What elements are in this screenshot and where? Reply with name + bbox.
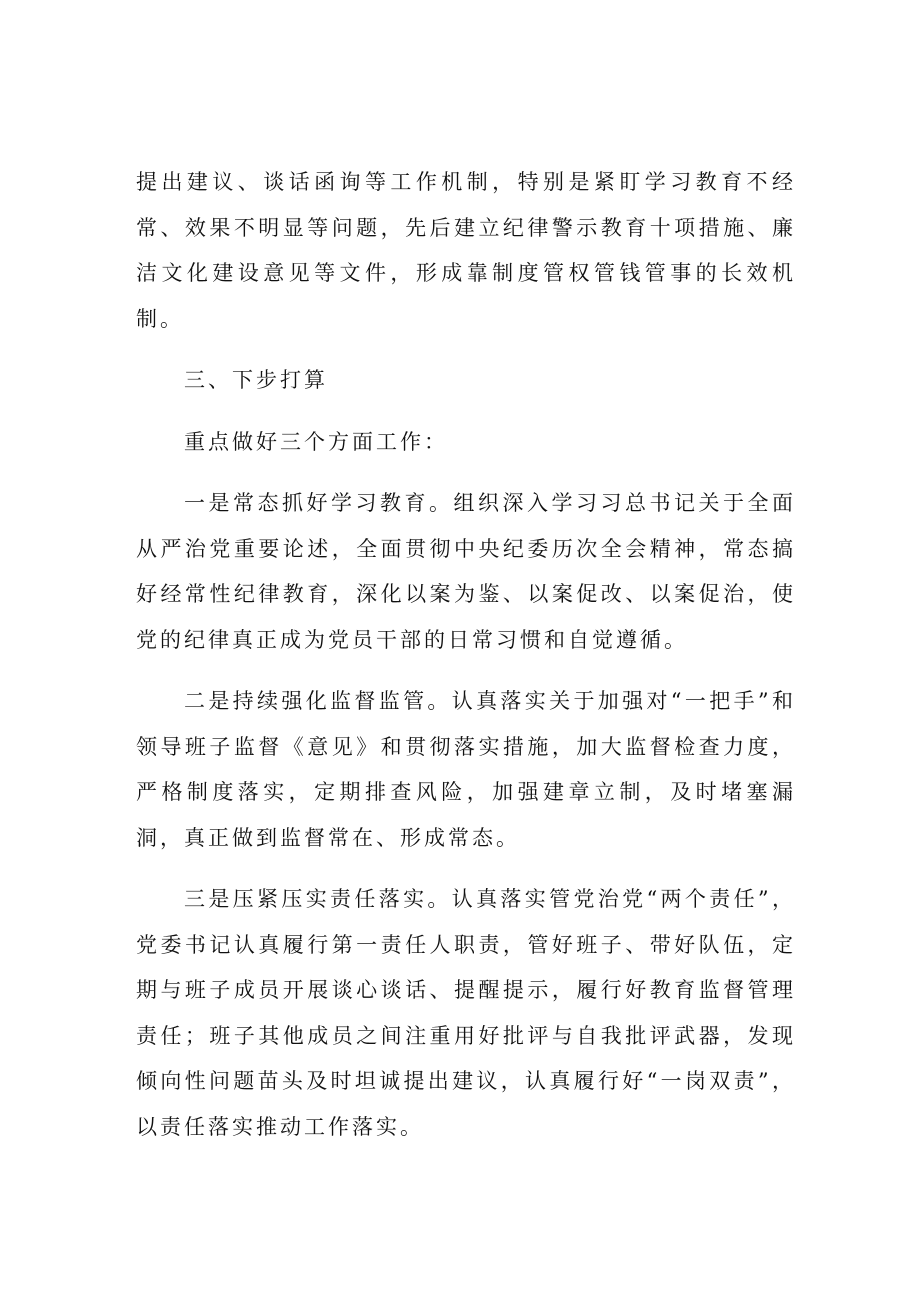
paragraph-item-1: 一是常态抓好学习教育。组织深入学习习总书记关于全面从严治党重要论述，全面贯彻中央纪委历次全会精神，常态搞好经常性纪律教育，深化以案为鉴、以案促改、以案促治，使党的纪律真正成为党员干部的日常习惯和自觉遵循。 <box>136 491 796 652</box>
section-heading-next-steps: 三、下步打算 <box>184 368 328 392</box>
paragraph-item-3: 三是压紧压实责任落实。认真落实管党治党“两个责任”，党委书记认真履行第一责任人职责，管好班子、带好队伍，定期与班子成员开展谈心谈话、提醒提示，履行好教育监督管理责任；班子其他成员之间注重用好批评与自我批评武器，发现倾向性问题苗头及时坦诚提出建议，认真履行好“一岗双责”，以责任落实推动工作落实。 <box>136 887 796 1139</box>
paragraph-continuation: 提出建议、谈话函询等工作机制，特别是紧盯学习教育不经常、效果不明显等问题，先后建立纪律警示教育十项措施、廉洁文化建设意见等文件，形成靠制度管权管钱管事的长效机制。 <box>136 170 796 331</box>
paragraph-item-2: 二是持续强化监督监管。认真落实关于加强对“一把手”和领导班子监督《意见》和贯彻落实措施，加大监督检查力度，严格制度落实，定期排查风险，加强建章立制，及时堵塞漏洞，真正做到监督常在、形成常态。 <box>136 689 796 850</box>
paragraph-intro: 重点做好三个方面工作： <box>184 429 448 454</box>
document-body <box>136 160 796 1166</box>
